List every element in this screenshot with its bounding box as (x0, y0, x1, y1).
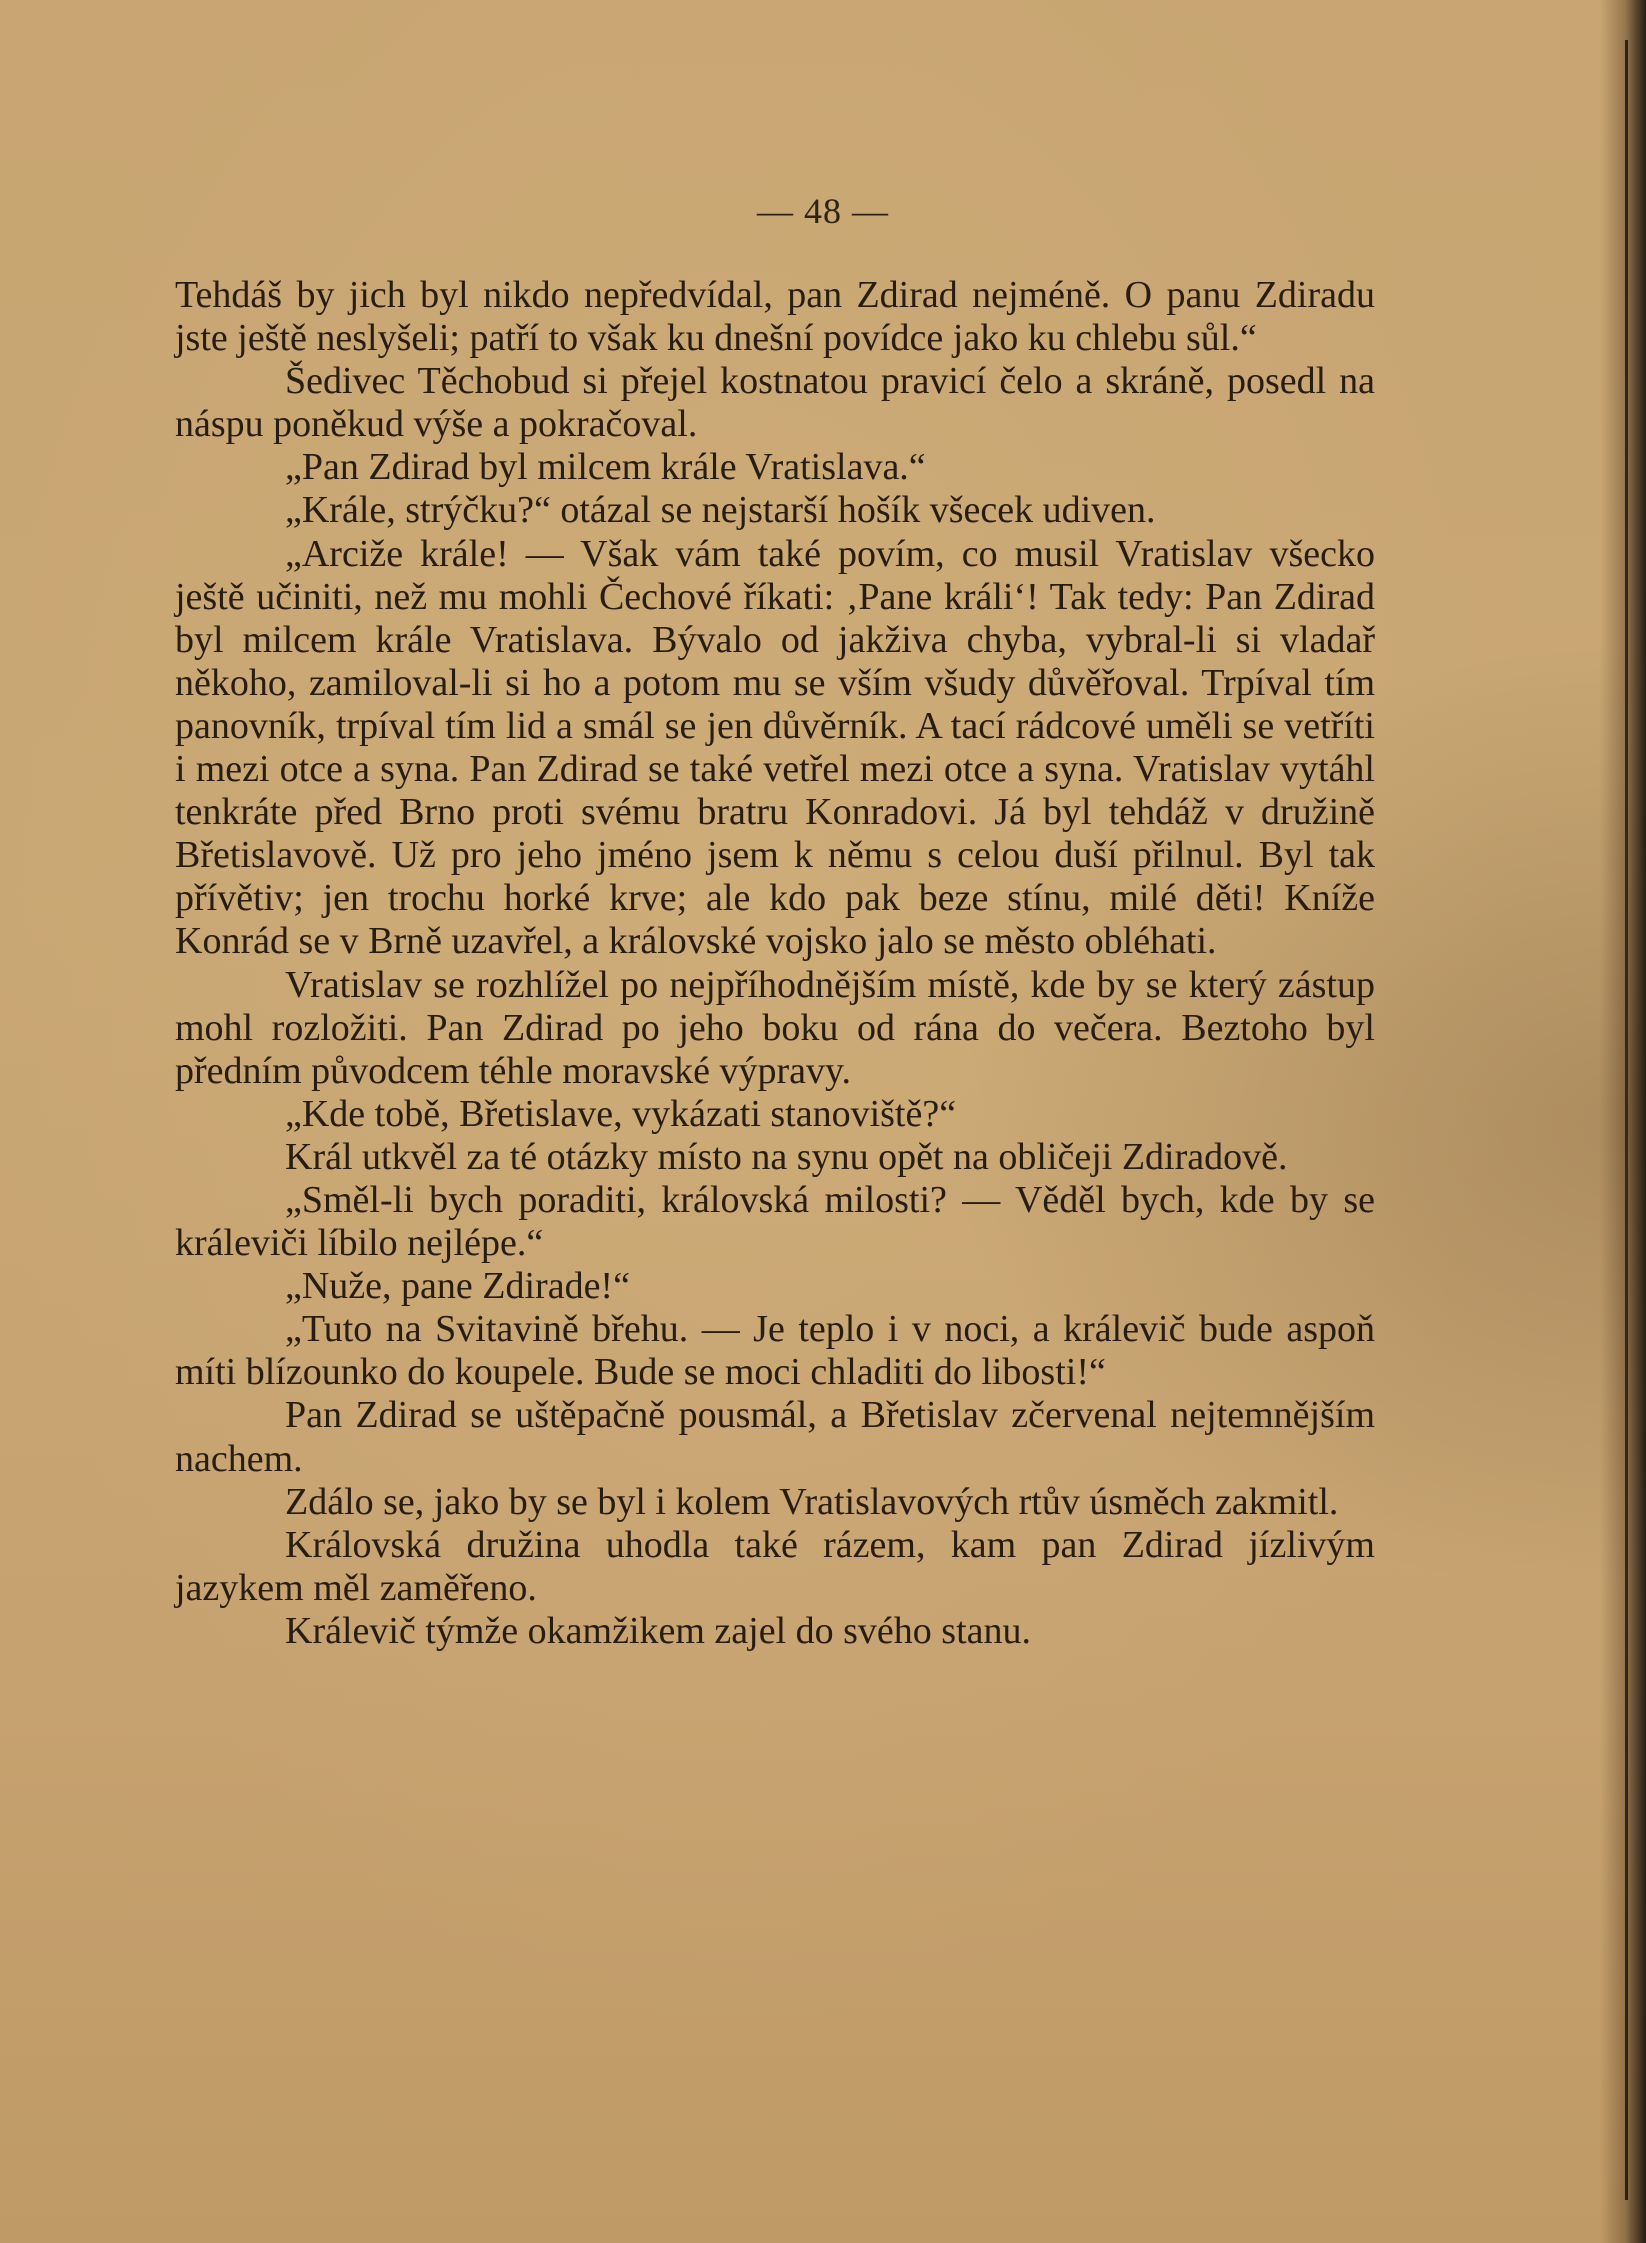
paragraph: „Nuže, pane Zdirade!“ (285, 1265, 630, 1308)
paragraph: Král utkvěl za té otázky místo na synu opět na obličeji Zdiradově. (285, 1135, 1288, 1178)
body-text (175, 274, 1375, 1653)
paragraph: „Arciže krále! — Však vám také povím, co musil Vratislav všecko ještě učiniti, než mu mohli Čechové říkati: ‚Pane králi‘! Tak tedy: Pan Zdirad byl milcem krále Vratislava. Bývalo od jakživa chyba, vybral-li si vladař někoho, zamiloval-li si ho a potom mu se vším všudy důvěřoval. Trpíval tím panovník, trpíval tím lid a smál se jen důvěrník. A tací rádcové uměli se vetříti i mezi otce a syna. Pan Zdirad se také vetřel mezi otce a syna. Vratislav vytáhl tenkráte před Brno proti svému bratru Konradovi. Já byl tehdáž v družině Břetislavově. Už pro jeho jméno jsem k němu s celou duší přilnul. Byl tak přívětiv; jen trochu horké krve; ale kdo pak beze stínu, milé děti! Kníže Konrád se v Brně uzavřel, a královské vojsko jalo se město obléhati. (175, 532, 1375, 963)
binding-shadow (1600, 0, 1646, 2243)
paragraph: Tehdáš by jich byl nikdo nepředvídal, pan Zdirad nejméně. O panu Zdiradu jste ještě neslyšeli; patří to však ku dnešní povídce jako ku chlebu sůl.“ (175, 274, 1375, 360)
paragraph: „Krále, strýčku?“ otázal se nejstarší hošík všecek udiven. (285, 489, 1156, 532)
paragraph: „Směl-li bych poraditi, královská milosti? — Věděl bych, kde by se králeviči líbilo nejlépe.“ (175, 1178, 1375, 1265)
paragraph: Pan Zdirad se uštěpačně pousmál, a Břetislav zčervenal nejtemnějším nachem. (175, 1394, 1375, 1480)
paragraph: Šedivec Těchobud si přejel kostnatou pravicí čelo a skráně, posedl na náspu poněkud výše a pokračoval. (175, 360, 1375, 446)
page-edge-line (1625, 40, 1628, 2200)
paragraph: Vratislav se rozhlížel po nejpříhodnějším místě, kde by se který zástup mohl rozložiti. Pan Zdirad po jeho boku od rána do večera. Beztoho byl předním původcem téhle moravské výpravy. (175, 963, 1375, 1092)
paragraph: „Pan Zdirad byl milcem krále Vratislava.“ (285, 446, 926, 489)
paragraph: Králevič týmže okamžikem zajel do svého stanu. (285, 1609, 1032, 1652)
paragraph: Královská družina uhodla také rázem, kam pan Zdirad jízlivým jazykem měl zaměřeno. (175, 1523, 1375, 1609)
paragraph: „Kde tobě, Břetislave, vykázati stanoviště?“ (285, 1092, 957, 1135)
page-number: — 48 — (757, 191, 889, 231)
paragraph: Zdálo se, jako by se byl i kolem Vratislavových rtův úsměch zakmitl. (285, 1480, 1339, 1523)
paragraph: „Tuto na Svitavině břehu. — Je teplo i v noci, a králevič bude aspoň míti blízounko do koupele. Bude se moci chladiti do libosti!“ (175, 1308, 1375, 1394)
